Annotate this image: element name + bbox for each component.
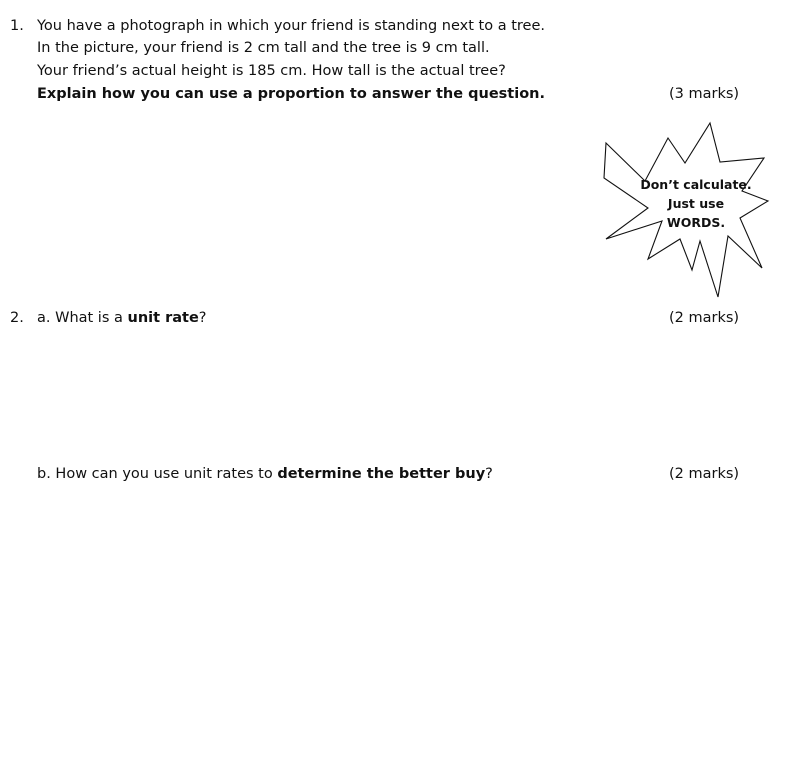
question-1-line-1: You have a photograph in which your friend is standing next to a tree. [37, 18, 545, 34]
question-1-number: 1. [10, 18, 24, 34]
starburst-line-1: Don’t calculate. [640, 177, 752, 192]
question-2b-prefix: b. How can you use unit rates to [37, 466, 278, 482]
question-1-marks: (3 marks) [669, 86, 740, 102]
question-2a-marks: (2 marks) [669, 310, 740, 326]
question-2b-text [37, 463, 493, 485]
question-2a-prefix: a. What is a [37, 310, 128, 326]
question-2a-keyword: unit rate [127, 310, 199, 326]
question-2b-keyword: determine the better buy [277, 466, 486, 482]
question-2a-suffix: ? [198, 310, 207, 326]
question-2-number: 2. [10, 310, 24, 326]
starburst-line-3: WORDS. [666, 215, 726, 230]
question-1-instruction: Explain how you can use a proportion to answer the question. [37, 86, 545, 102]
starburst-line-2: Just use [667, 196, 725, 211]
question-2a-text [37, 307, 207, 329]
starburst-text [628, 175, 764, 232]
question-2b-marks: (2 marks) [669, 466, 740, 482]
question-1-line-2: In the picture, your friend is 2 cm tall and the tree is 9 cm tall. [37, 40, 490, 56]
question-1-line-3: Your friend’s actual height is 185 cm. How tall is the actual tree? [37, 63, 506, 79]
question-2b-suffix: ? [485, 466, 493, 482]
